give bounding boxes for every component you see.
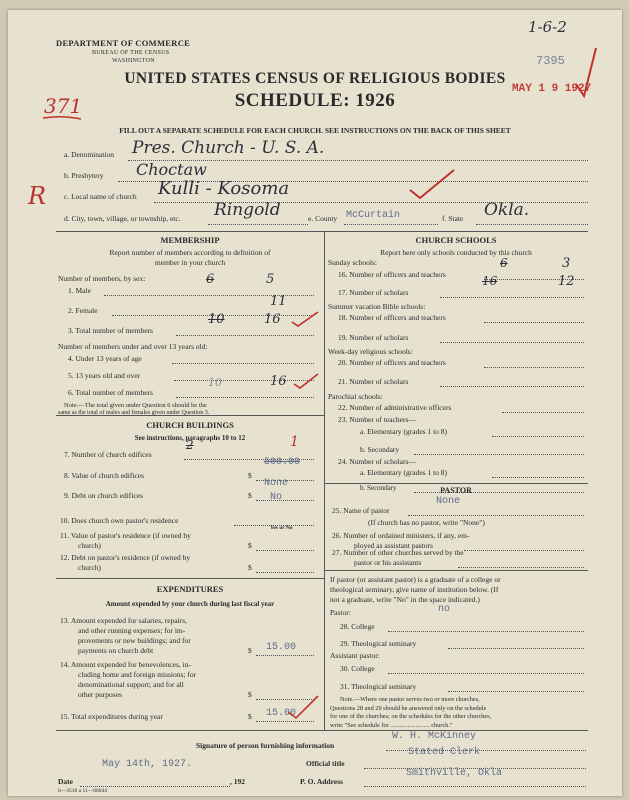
department-name: DEPARTMENT OF COMMERCE [56,38,191,48]
q14-dollar-sign: $ [248,690,252,699]
q16-struck-value: 6 [500,256,508,270]
q9-debt-label: 9. Debt on church edifices [64,491,143,500]
county-label: e. County [308,214,338,223]
schools-heading: CHURCH SCHOOLS [415,235,497,245]
q6-struck-value: 10 [208,376,222,389]
county-value[interactable]: McCurtain [346,210,401,221]
presbytery-label: b. Presbytery [64,171,104,180]
expenditures-sub: Amount expended by your church during last fiscal year [105,600,275,608]
graduate-instruction-2: theological seminary, give name of institution below. (If [330,585,499,594]
form-number: 6—3518 a 11—66644 [58,788,107,794]
q11-dollar-sign: $ [248,541,252,550]
membership-note-2: same as the total of males and females given under Question 3. [58,410,210,416]
q10-residence-label: 10. Does church own pastor's residence [60,516,179,525]
state-label: f. State [442,214,464,223]
pastor-graduate-value[interactable]: no [438,604,451,615]
red-check-mark-icon [290,310,320,328]
q27-label-1: 27. Number of other churches served by the [332,548,464,557]
q10-residence-value[interactable]: No [270,492,283,503]
q3-total-label: 3. Total number of members [68,326,153,335]
form-title: UNITED STATES CENSUS OF RELIGIOUS BODIES [124,70,506,87]
q2-female-value[interactable]: 11 [270,294,287,309]
presbytery-value[interactable]: Choctaw [136,160,207,179]
church-name-label: c. Local name of church [64,192,137,201]
membership-intro-1: Report number of members according to definition of [109,248,271,257]
q14-line-3: denominational support; and for all [78,680,184,689]
q19-label: 19. Number of scholars [338,333,409,342]
date-value[interactable]: May 14th, 1927. [102,759,193,770]
instruction-line: FILL OUT A SEPARATE SCHEDULE FOR EACH CHURCH. SEE INSTRUCTIONS ON THE BACK OF THIS SHEET [119,126,511,135]
assistant-pastor-sublabel: Assistant pastor: [330,651,380,660]
membership-intro-2: member in your church [154,258,226,267]
q11-label-1: 11. Value of pastor's residence (if owned by [60,531,191,540]
state-value[interactable]: Okla. [484,200,530,220]
official-title-label: Official title [306,759,345,768]
q17-value[interactable]: 12 [558,274,575,289]
q24-secondary-label: b. Secondary [360,484,397,492]
parochial-schools-label: Parochial schools: [328,392,383,401]
date-year-suffix: , 192 [230,777,245,786]
q12-label-1: 12. Debt on pastor's residence (if owned by [60,553,191,562]
pastor-heading: PASTOR [440,486,472,495]
red-check-mark-icon [292,372,320,390]
red-check-mark-icon [408,168,456,202]
official-title-value[interactable]: Stated Clerk [408,747,481,758]
red-file-number: 371 [44,94,83,118]
q3-struck-value: 10 [208,312,225,327]
city-value[interactable]: Ringold [214,200,281,220]
expenditures-heading: EXPENDITURES [156,584,224,594]
q7-edifices-value[interactable]: 1 [290,434,299,450]
q14-line-4: other purposes [78,690,122,699]
schools-intro: Report here only schools conducted by this church [380,248,532,257]
q25-value[interactable]: None [436,496,461,507]
q17-label: 17. Number of scholars [338,288,409,297]
q11-label-2: church) [78,541,101,550]
q1-struck-value: 6 [206,272,215,287]
members-by-sex-label: Number of members, by sex: [58,274,146,283]
city-name: WASHINGTON [112,58,155,64]
q8-dollar-sign: $ [248,471,252,480]
q16-label: 16. Number of officers and teachers [338,270,446,279]
po-address-value[interactable]: Smithville, Okla [406,768,503,779]
po-address-label: P. O. Address [300,777,343,786]
q14-label [60,660,196,700]
q28-label: 28. College [340,622,375,631]
membership-note-1: Note.—The total given under Question 6 should be the [64,402,207,409]
q18-label: 18. Number of officers and teachers [338,313,446,322]
q16-value[interactable]: 3 [562,256,571,271]
q9-debt-value[interactable]: None [264,478,289,489]
q29-label: 29. Theological seminary [340,639,417,648]
q13-dollar-sign: $ [248,646,252,655]
q24-elementary-label: a. Elementary (grades 1 to 8) [360,468,448,477]
buildings-heading: CHURCH BUILDINGS [146,420,234,430]
q27-label-2: pastor or his assistants [354,558,422,567]
q26-label-2: ployed as assistant pastors [354,541,433,550]
buildings-sub: See instructions, paragraphs 10 to 12 [134,434,246,442]
q15-total-label: 15. Total expenditures during year [60,712,163,721]
q6-total-label: 6. Total number of members [68,388,153,397]
denomination-value[interactable]: Pres. Church - U. S. A. [132,138,325,158]
q13-amount-value[interactable]: 15.00 [266,642,297,653]
pastor-sublabel: Pastor: [330,608,351,617]
q15-total-value[interactable]: 15.00 [266,708,297,719]
church-name-value[interactable]: Kulli - Kosoma [158,178,290,199]
sunday-schools-label: Sunday schools: [328,258,377,267]
summer-schools-label: Summer vacation Bible schools: [328,302,426,311]
q9-dollar-sign: $ [248,491,252,500]
pastor-note-line-3: for one of the churches; on the schedules for the other churches, [330,713,492,720]
yes-no-caption: Yes or No [270,525,293,531]
membership-heading: MEMBERSHIP [160,235,220,245]
q4-under-13-label: 4. Under 13 years of age [68,354,142,363]
q23-label: 23. Number of teachers— [338,415,416,424]
q13-line-4: payments on church debt [78,646,154,655]
q14-line-1: 14. Amount expended for benevolences, in- [60,660,192,669]
q7-edifices-label: 7. Number of church edifices [64,450,152,459]
received-date-stamp: MAY 1 9 1927 [512,83,592,95]
q13-line-1: 13. Amount expended for salaries, repairs, [60,616,188,625]
q20-label: 20. Number of officers and teachers [338,358,446,367]
q5-over-13-label: 5. 13 years old and over [68,371,141,380]
pastor-note-line-1: Note.—Where one pastor serves two or more churches, [340,696,480,703]
schedule-number: 7395 [536,54,565,68]
graduate-instruction-1: If pastor (or assistant pastor) is a graduate of a college or [330,575,501,584]
q13-line-2: and other running expenses; for im- [78,626,186,635]
q21-label: 21. Number of scholars [338,377,409,386]
q25-label: 25. Name of pastor [332,506,390,515]
under-over-label: Number of members under and over 13 years old: [58,342,208,351]
q8-value-value[interactable]: 500.00 [264,457,301,468]
q3-total-value[interactable]: 16 [264,312,281,327]
q25-note: (If church has no pastor, write "None") [368,518,485,527]
signature-value[interactable]: W. H. McKinney [392,731,477,742]
q22-label: 22. Number of administrative officers [338,403,452,412]
q30-label: 30. College [340,664,375,673]
graduate-instruction-3: not a graduate, write "No" in the space indicated.) [330,595,480,604]
q12-label-2: church) [78,563,101,572]
q1-male-label: 1. Male [68,286,91,295]
denomination-label: a. Denomination [64,150,114,159]
signature-label: Signature of person furnishing information [196,741,335,750]
q13-label [60,616,191,656]
q14-line-2: cluding home and foreign missions; for [78,670,197,679]
q8-value-label: 8. Value of church edifices [64,471,145,480]
q6-total-value[interactable]: 16 [270,374,287,389]
q12-dollar-sign: $ [248,563,252,572]
pastor-note-line-2: Questions 28 and 29 should be answered only on the schedule [330,704,487,712]
q23-elementary-label: a. Elementary (grades 1 to 8) [360,427,448,436]
q26-label-1: 26. Number of ordained ministers, if any, em- [332,531,470,540]
q1-male-value[interactable]: 5 [266,272,275,287]
bureau-name: BUREAU OF THE CENSUS [92,50,170,56]
q24-label: 24. Number of scholars— [338,457,416,466]
red-r-mark: R [28,182,47,210]
q31-label: 31. Theological seminary [340,682,417,691]
q13-line-3: provements or new buildings; and for [78,636,191,645]
date-label: Date [58,777,73,786]
q2-female-label: 2. Female [68,306,98,315]
schedule-title: SCHEDULE: 1926 [234,90,396,111]
city-label: d. City, town, village, or township, etc. [64,214,181,223]
q23-secondary-label: b. Secondary [360,445,400,454]
q7-struck-value: 2 [186,438,194,452]
pastor-note-line-4: write "See schedule for ......................... church." [330,721,453,729]
q17-struck-value: 16 [482,274,498,288]
pastor-note [330,696,491,730]
weekday-schools-label: Week-day religious schools: [328,347,413,356]
red-underline-icon [42,114,82,122]
q15-dollar-sign: $ [248,712,252,721]
census-schedule-sheet [8,10,622,796]
file-reference: 1-6-2 [528,18,567,36]
red-check-mark-icon [286,694,320,720]
